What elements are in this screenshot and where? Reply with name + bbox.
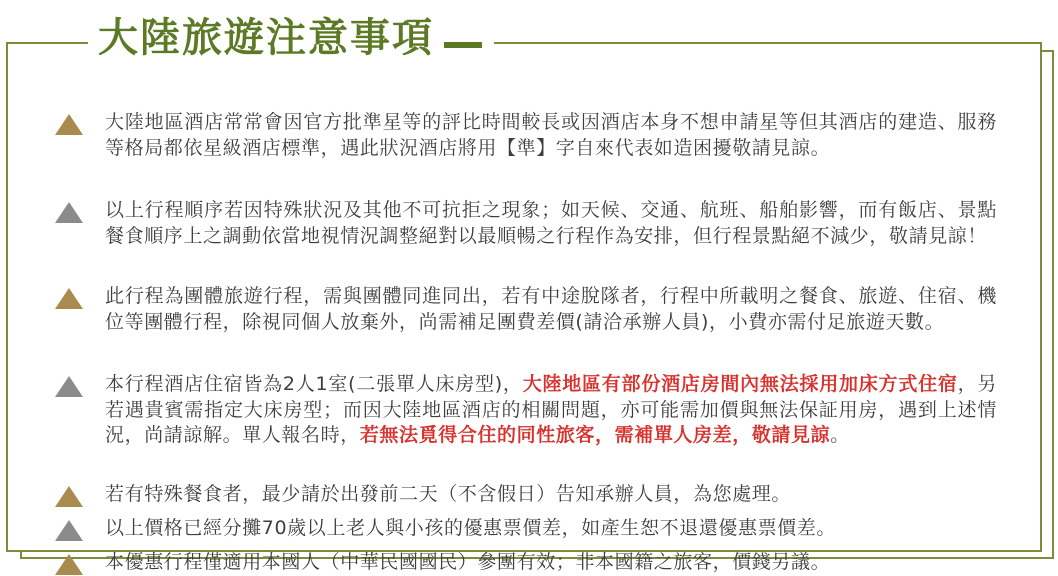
title-dash-decoration [444,42,482,48]
note-segment: 若有特殊餐食者，最少請於出發前二天（不含假日）告知承辦人員，為您處理。 [105,483,792,505]
note-segment: 大陸地區酒店常常會因官方批準星等的評比時間較長或因酒店本身不想申請星等但其酒店的建造、服務等格局都依星級酒店標準，遇此狀況酒店將用【準】字自來代表如造困擾敬請見諒。 [105,111,997,159]
notice-frame [6,42,1042,573]
triangle-bullet-icon [55,114,83,135]
note-text [105,482,997,508]
triangle-bullet-icon [55,376,83,397]
note-emphasis-text: 若無法覓得合住的同性旅客，需補單人房差，敬請見諒 [359,424,831,446]
title-block [88,8,494,68]
note-text [105,284,997,335]
triangle-bullet-icon [55,202,83,223]
note-text [105,372,997,449]
note-segment: ，另若遇貴賓需指定大床房型；而因大陸地區酒店的相關問題，亦可能需加價與無法保証用房，遇到上述情況，尚請諒解。單人報名時， [105,373,998,446]
note-segment: 。 [830,424,850,446]
note-segment: 以上價格已經分攤70歲以上老人與小孩的優惠票價差，如產生恕不退還優惠票價差。 [105,517,836,539]
note-segment: 以上行程順序若因特殊狀況及其他不可抗拒之現象；如天候、交通、航班、船舶影響，而有飯店、景點餐食順序上之調動依當地視情況調整絕對以最順暢之行程作為安排，但行程景點絕不減少，敬請見諒！ [105,199,997,247]
triangle-bullet-icon [55,288,83,309]
note-text [105,198,997,249]
note-text [105,110,997,161]
triangle-bullet-icon [55,486,83,507]
page-title: 大陸旅遊注意事項 [98,15,434,61]
triangle-bullet-icon [55,520,83,541]
note-emphasis-text: 大陸地區有部份酒店房間內無法採用加床方式住宿 [522,373,958,395]
note-segment: 本優惠行程僅適用本國人（中華民國國民）參團有效；非本國籍之旅客，價錢另議。 [105,551,831,573]
note-segment: 本行程酒店住宿皆為2人1室(二張單人床房型)， [105,373,523,395]
note-text [105,516,997,542]
note-segment: 此行程為團體旅遊行程，需與團體同進同出，若有中途脫隊者，行程中所載明之餐食、旅遊、住宿、機位等團體行程，除視同個人放棄外，尚需補足團費差價(請洽承辦人員)，小費亦需付足旅遊天數。 [105,285,997,333]
triangle-bullet-icon [55,554,83,575]
note-text [105,550,997,576]
